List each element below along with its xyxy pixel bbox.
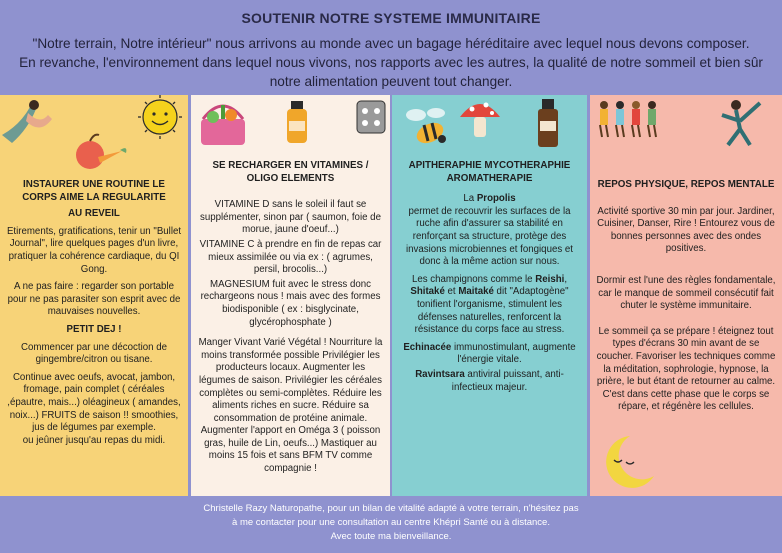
nutrition-advice-text: Manger Vivant Varié Végétal ! Nourriture la moins transformée possible Privilégier les producteurs locaux. Augmenter les légumes de saison. Privilégier les céréales complètes ou semi-complètes. Réduire les aliments riches en sucre. Réduire sa consommation de protéine animale. Augmenter l'apport en Oméga 3 ( poisson gras, huile de Lin, oeufs...) Mastiquer au moins 15 fois et sans BFM TV comme compagnie ! xyxy=(198,337,383,475)
reishi-term: Reishi xyxy=(535,273,565,285)
intro-line-2: En revanche, l'environnement dans lequel nous vivons, nos rapports avec les autres, la qualité de notre sommeil et bien sûr notre alimentation peuvent tout changer. xyxy=(19,55,763,89)
mushrooms-text xyxy=(398,274,581,337)
propolis-post: permet de recouvrir les surfaces de la ruche afin d'assurer sa stabilité en renforçant sa structure, protège des invasions microbiennes et fongiques et donc à la même action sur nous. xyxy=(406,205,573,268)
vitamins-heading: SE RECHARGER EN VITAMINES / OLIGO ELEMENTS xyxy=(212,160,369,184)
sleep-importance-text: Dormir est l'une des règles fondamentale, car le manque de sommeil consécutif fait chuter le système immunitaire. xyxy=(596,274,776,312)
mushrooms-comma: , xyxy=(564,273,568,285)
supplement-bottle-icon xyxy=(287,101,307,143)
mushrooms-post: dit "Adaptogène" tonifient l'organisme, stimulent les défenses naturelles, renforcent la résistance du corps face au stress. xyxy=(414,286,569,336)
mushrooms-pre: Les champignons comme le xyxy=(411,273,536,285)
wake-up-subheading: AU REVEIL xyxy=(68,208,120,220)
column-rest xyxy=(590,95,782,496)
routine-heading: INSTAURER UNE ROUTINE LE CORPS AIME LA REGULARITE xyxy=(22,179,166,203)
echinacea-term: Echinacée xyxy=(403,341,452,353)
breakfast-foods-text: Continue avec oeufs, avocat, jambon, fromage, pain complet ( céréales ,épautre, mais...) oléagineux ( amandes, noix...) FRUITS de saison !! smoothies, jus de légumes par exemple. xyxy=(7,371,181,434)
sleep-preparation-text: Le sommeil ça se prépare ! éteignez tout types d'écrans 30 min avant de se coucher. Favoriser les techniques comme la méditation, sophrologie, hypnose, la prière, le but étant de retourner au calme. C'est dans cette phase que le corps se répare, et régénère les cellules. xyxy=(596,325,776,413)
magnesium-text: MAGNESIUM fuit avec le stress donc rechargeons nous ! mais avec des formes biodisponible ( ex : bisglycinate, glycérophosphate ) xyxy=(200,278,381,328)
echinacea-post: immunostimulant, augmente l'énergie vitale. xyxy=(451,341,576,366)
footer-text xyxy=(0,502,782,544)
yoga-figure-icon xyxy=(2,100,52,143)
group-of-people-icon xyxy=(600,101,656,137)
echinacea-text xyxy=(398,342,581,367)
wake-up-warning-text: A ne pas faire : regarder son portable pour ne pas parasiter son esprit avec de mauvaises nouvelles. xyxy=(7,281,181,318)
column-vitamins xyxy=(191,95,390,496)
yoga-sun-apple-illustration xyxy=(0,95,188,170)
mushrooms-and: et xyxy=(444,286,459,298)
propolis-term: Propolis xyxy=(476,193,516,205)
intro-line-1: "Notre terrain, Notre intérieur" nous arrivons au monde avec un bagage héréditaire avec lequel nous devons composer. xyxy=(32,36,750,51)
vegetables-supplements-illustration xyxy=(191,95,390,170)
bee-mushroom-oil-illustration xyxy=(392,95,587,170)
column-apitherapy xyxy=(392,95,587,496)
wake-up-text: Etirements, gratifications, tenir un "Bullet Journal", lire quelques pages d'un livre, pratiquer la cohérence cardiaque, du QI Gong. xyxy=(6,225,182,275)
shitake-term: Shitaké xyxy=(410,286,445,298)
propolis-text xyxy=(398,193,581,269)
page-title: SOUTENIR NOTRE SYSTEME IMMUNITAIRE xyxy=(241,10,541,26)
column-routine xyxy=(0,95,188,496)
vitamin-d-text: VITAMINE D sans le soleil il faut se supplémenter, sinon par ( saumon, foie de morue, jaune d'oeuf...) xyxy=(200,199,381,236)
footer-line-3: Avec toute ma bienveillance. xyxy=(330,531,452,542)
dancer-icon xyxy=(722,100,760,145)
apple-carrot-icon xyxy=(76,135,126,169)
maitake-term: Maitaké xyxy=(458,286,494,298)
people-dancing-illustration xyxy=(590,95,782,170)
intro-text xyxy=(4,34,778,91)
rest-heading: REPOS PHYSIQUE, REPOS MENTALE xyxy=(597,179,775,190)
fasting-text: ou jeûner jusqu'au repas du midi. xyxy=(22,434,166,446)
vegetable-basket-icon xyxy=(201,105,245,145)
ravintsara-post: antiviral puissant, anti-infectieux majeur. xyxy=(451,368,564,393)
breakfast-subheading: PETIT DEJ ! xyxy=(66,323,122,335)
bee-icon xyxy=(406,108,446,147)
apitherapy-heading: APITHERAPHIE MYCOTHERAPHIE AROMATHERAPIE xyxy=(408,160,571,184)
ravintsara-term: Ravintsara xyxy=(415,368,465,380)
crescent-moon-icon xyxy=(600,432,656,492)
footer-line-2: à me contacter pour une consultation au centre Khépri Santé ou à distance. xyxy=(232,517,550,528)
activity-text: Activité sportive 30 min par jour. Jardiner, Cuisiner, Danser, Rire ! Entourez vous de bonnes personnes avec des ondes positives. xyxy=(597,205,775,255)
footer-line-1: Christelle Razy Naturopathe, pour un bilan de vitalité adapté à votre terrain, n'hésitez pas xyxy=(203,503,579,514)
mushroom-icon xyxy=(460,103,500,138)
propolis-pre: La xyxy=(463,193,477,205)
vitamin-c-text: VITAMINE C à prendre en fin de repas car mieux assimilée ou via ex : ( agrumes, persil, brocolis...) xyxy=(199,238,382,276)
breakfast-start-text: Commencer par une décoction de gingembre/citron ou tisane. xyxy=(21,341,167,366)
essential-oil-bottle-icon xyxy=(538,99,558,147)
ravintsara-text xyxy=(398,369,581,394)
blister-pack-icon xyxy=(357,101,385,133)
sun-icon xyxy=(138,95,182,139)
